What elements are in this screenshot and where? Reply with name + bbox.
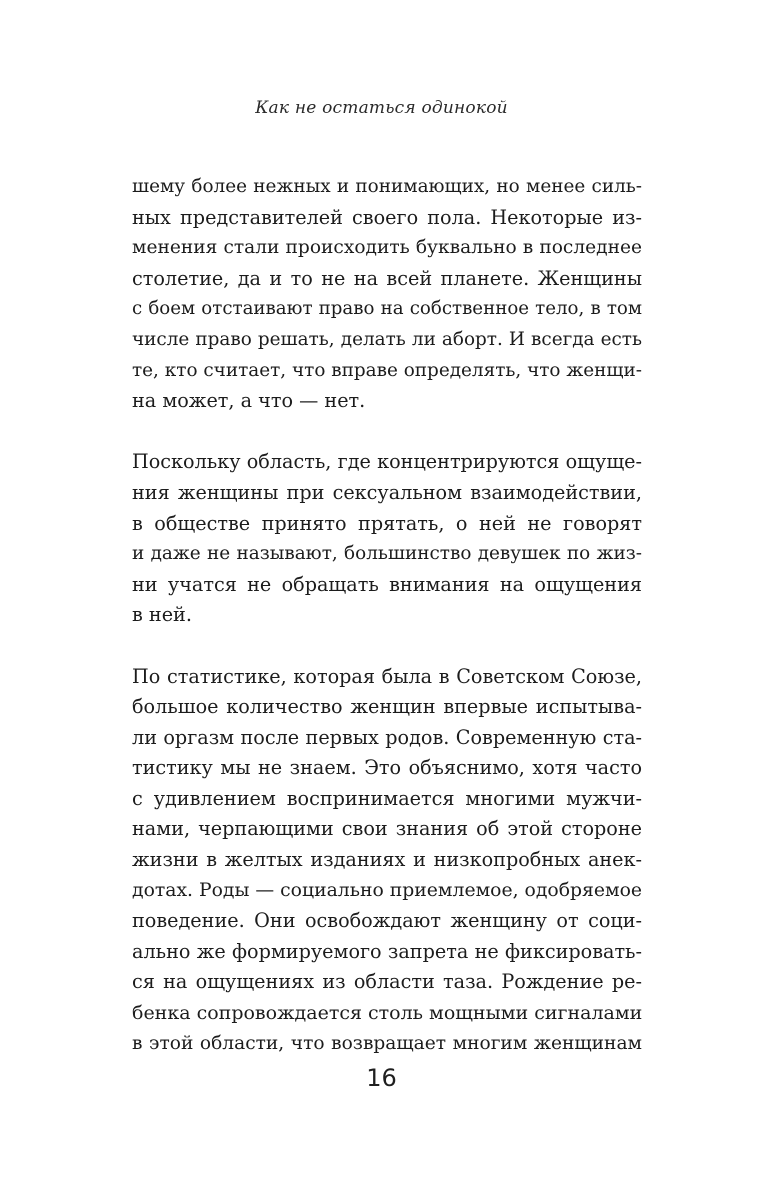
text-line: ния женщины при сексуальном взаимодействии, — [132, 480, 642, 504]
text-line: поведение. Они освобождают женщину от соци- — [132, 909, 642, 933]
paragraph-2 — [132, 447, 642, 631]
text-line: большое количество женщин впервые испытыва- — [132, 695, 642, 719]
text-line: бенка сопровождается столь мощными сигналами — [132, 1002, 643, 1025]
text-line: ни учатся не обращать внимания на ощущения — [132, 572, 642, 596]
text-line: столетие, да и то не на всей планете. Женщины — [132, 266, 642, 290]
text-line: и даже не называют, большинство девушек по жиз- — [132, 543, 642, 565]
text-line: тистику мы не знаем. Это объяснимо, хотя часто — [132, 756, 642, 780]
text-line: жизни в желтых изданиях и низкопробных анек- — [132, 848, 642, 872]
text-line: с удивлением воспринимается многими мужчи- — [132, 786, 642, 810]
text-line: дотах. Роды — социально приемлемое, одобряемое — [132, 879, 643, 901]
text-line: Поскольку область, где концентрируются ощуще- — [132, 450, 642, 474]
text-line: на может, а что — нет. — [132, 389, 366, 413]
text-line: ли оргазм после первых родов. Современную ста- — [132, 725, 642, 749]
text-line: с боем отстаивают право на собственное тело, в том — [132, 298, 642, 320]
running-header-title: Как не остаться одинокой — [255, 98, 508, 118]
text-line: менения стали происходить буквально в последнее — [132, 237, 642, 259]
text-line: в этой области, что возвращает многим женщинам — [132, 1032, 642, 1054]
text-line: ных представителей своего пола. Некоторые из- — [132, 205, 642, 229]
paragraph-3 — [132, 662, 642, 1060]
text-line: По статистике, которая была в Советском Союзе, — [132, 664, 642, 688]
text-line: ально же формируемого запрета не фиксировать- — [132, 939, 642, 963]
page-body — [132, 172, 642, 1090]
text-line: в ней. — [132, 603, 192, 627]
text-line: ся на ощущениях из области таза. Рождение ре- — [132, 970, 642, 994]
text-line: в обществе принято прятать, о ней не говорят — [132, 511, 642, 535]
text-line: нами, черпающими свои знания об этой стороне — [132, 817, 642, 841]
text-line: шему более нежных и понимающих, но менее силь- — [132, 176, 642, 197]
paragraph-1 — [132, 172, 642, 417]
page-number: 16 — [366, 1064, 397, 1092]
text-line: те, кто считает, что вправе определять, что женщи- — [132, 359, 642, 381]
text-line: числе право решать, делать ли аборт. И всегда есть — [132, 328, 642, 350]
